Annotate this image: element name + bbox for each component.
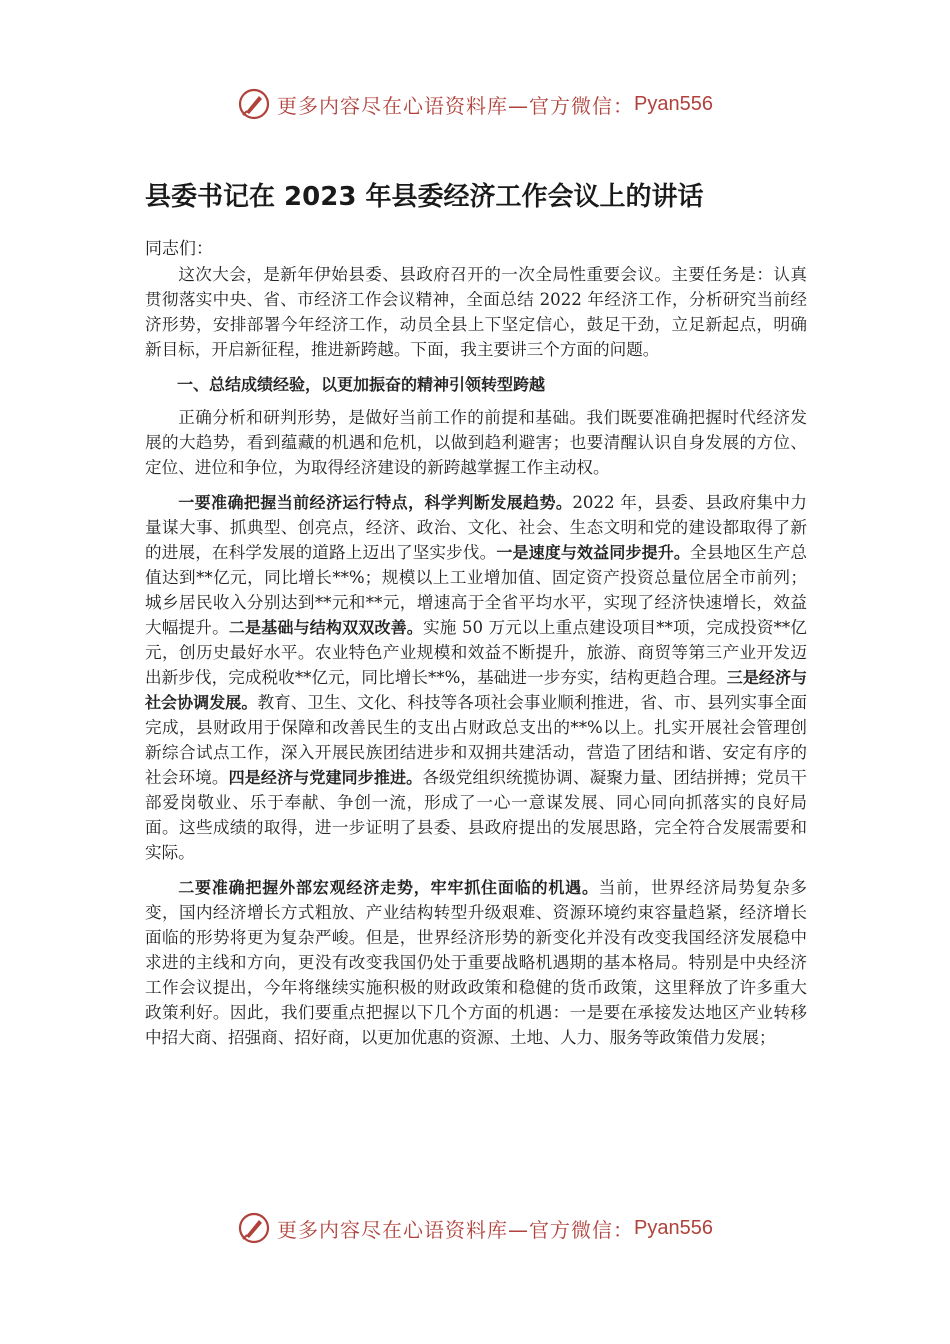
section-1-intro-paragraph: 正确分析和研判形势，是做好当前工作的前提和基础。我们既要准确把握时代经济发展的大趋势，看到蕴藏的机遇和危机，以做到趋利避害；也要清醒认识自身发展的方位、定位、进位和争位，为取得经济建设的新跨越掌握工作主动权。 xyxy=(145,408,807,477)
paragraph-text: 各级党组织统揽协调、凝聚力量、团结拼搏；党员干部爱岗敬业、乐于奉献、争创一流，形成了一心一意谋发展、同心同向抓落实的良好局面。这些成绩的取得，进一步证明了县委、县政府提出的发展思路，完全符合发展需要和实际。 xyxy=(145,768,807,862)
paragraph-text: 2022 年，县委、县政府集中力量谋大事、抓典型、创亮点，经济、政治、文化、社会、生态文明和党的建设都取得了新的进展，在科学发展的道路上迈出了坚实步伐。 xyxy=(145,493,807,562)
pen-logo-icon xyxy=(237,87,271,121)
paragraph-text: 全县地区生产总值达到**亿元，同比增长**%；规模以上工业增加值、固定资产投资总量位居全市前列；城乡居民收入分别达到**元和**元，增速高于全省平均水平，实现了经济快速增长，效益大幅提升。 xyxy=(145,543,807,637)
paragraph-text: 实施 50 万元以上重点建设项目**项，完成投资**亿元，创历史最好水平。农业特色产业规模和效益不断提升，旅游、商贸等第三产业开发迈出新步伐，完成税收**亿元，同比增长**%，基础进一步夯实，结构更趋合理。 xyxy=(145,618,807,687)
header-banner xyxy=(0,84,950,124)
pen-logo-icon xyxy=(237,1211,271,1245)
document-body xyxy=(145,262,807,1050)
paragraph-economic-features xyxy=(145,490,807,865)
footer-banner xyxy=(0,1208,950,1248)
intro-paragraph: 这次大会，是新年伊始县委、县政府召开的一次全局性重要会议。主要任务是：认真贯彻落实中央、省、市经济工作会议精神，全面总结 2022 年经济工作，分析研究当前经济形势，安排部署今年经济工作，动员全县上下坚定信心，鼓足干劲，立足新起点，明确新目标，开启新征程，推进新跨越。下面，我主要讲三个方面的问题。 xyxy=(145,265,807,359)
paragraph-text: 教育、卫生、文化、科技等各项社会事业顺利推进，省、市、县列实事全面完成，县财政用于保障和改善民生的支出占财政总支出的**%以上。扎实开展社会管理创新综合试点工作，深入开展民族团结进步和双拥共建活动，营造了团结和谐、安定有序的社会环境。 xyxy=(145,693,807,787)
banner-wechat-id: Pyan556 xyxy=(634,92,713,115)
paragraph-macro-trends xyxy=(145,875,807,1050)
banner-wechat-id: Pyan556 xyxy=(634,1216,713,1239)
bold-point-2: 二是基础与结构双双改善。 xyxy=(228,618,423,637)
paragraph-text: 当前，世界经济局势复杂多变，国内经济增长方式粗放、产业结构转型升级艰难、资源环境约束容量趋紧，经济增长面临的形势将更为复杂严峻。但是，世界经济形势的新变化并没有改变我国经济发展稳中求进的主线和方向，更没有改变我国仍处于重要战略机遇期的基本格局。特别是中央经济工作会议提出，今年将继续实施积极的财政政策和稳健的货币政策，这里释放了许多重大政策利好。因此，我们要重点把握以下几个方面的机遇：一是要在承接发达地区产业转移中招大商、招强商、招好商，以更加优惠的资源、土地、人力、服务等政策借力发展； xyxy=(145,878,807,1047)
salutation: 同志们： xyxy=(145,239,213,259)
section-heading-1: 一、总结成绩经验，以更加振奋的精神引领转型跨越 xyxy=(177,375,546,394)
bold-lead: 二要准确把握外部宏观经济走势，牢牢抓住面临的机遇。 xyxy=(178,878,599,897)
bold-point-1: 一是速度与效益同步提升。 xyxy=(496,543,691,562)
banner-text: 更多内容尽在心语资料库—官方微信： xyxy=(277,93,635,118)
document-title: 县委书记在 2023 年县委经济工作会议上的讲话 xyxy=(145,182,704,212)
banner-text: 更多内容尽在心语资料库—官方微信： xyxy=(277,1217,635,1242)
bold-point-3: 三是经济与社会协调发展。 xyxy=(145,668,807,712)
bold-lead: 一要准确把握当前经济运行特点，科学判断发展趋势。 xyxy=(178,493,573,512)
bold-point-4: 四是经济与党建同步推进。 xyxy=(228,768,423,787)
